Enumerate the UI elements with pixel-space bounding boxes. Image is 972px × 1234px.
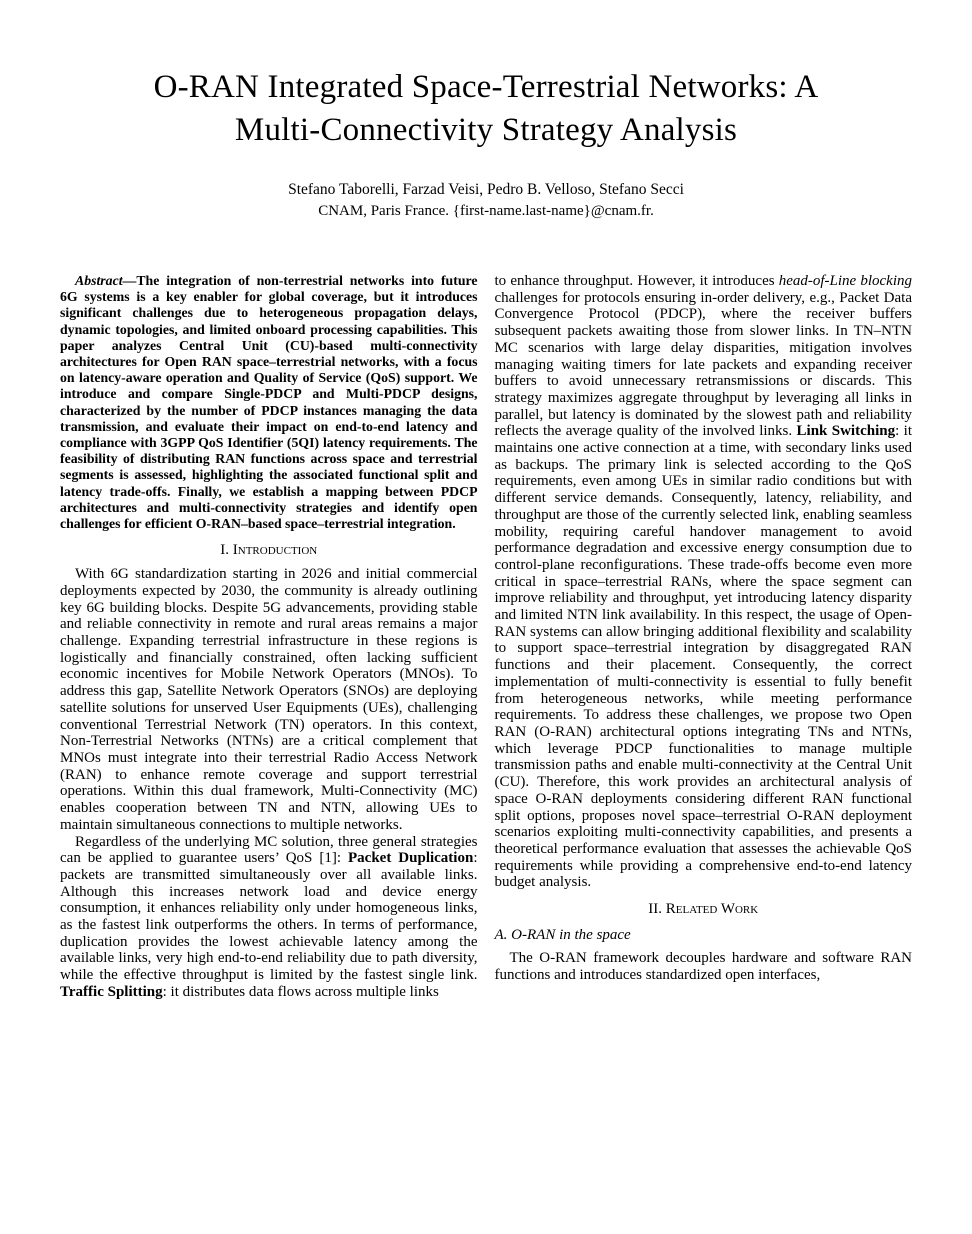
text-run: : it maintains one active connection at a time, with secondary links used as backups. The primary link is selected according to the QoS requirements, even among UEs in similar radio conditions but with different service demands. Consequently, latency, reliability, and throughput are those of the currently selected link, enabling seamless mobility, requiring careful handover management to avoid performance degradation and excessive energy consumption due to control-plane reconfigurations. These trade-offs become even more critical in space–terrestrial RANs, where the space segment can improve reliability and throughput, yet introducing latency disparity and limited NTN link availability. In this respect, the usage of Open-RAN systems can allow bringing additional flexibility and scalability to support space–terrestrial integration by disaggregated RAN functions and their placement. Consequently, the correct implementation of multi-connectivity is essential to fully benefit from heterogeneous networks, while meeting performance requirements. To address these challenges, we propose two Open RAN (O-RAN) architectural options integrating TNs and NTNs, which leverage PDCP functionalities to manage multiple transmission paths and enable multi-connectivity at the Central Unit (CU). Therefore, this work provides an architectural analysis of space O-RAN deployments considering different RAN functional split options, proposes novel space–terrestrial O-RAN deployment scenarios exploiting multi-connectivity capabilities, and presents a theoretical performance evaluation that assesses the achievable QoS requirements while providing a comprehensive end-to-end latency budget analysis. — [494, 423, 912, 891]
text-run: Link Switching — [796, 423, 896, 440]
paper-authors: Stefano Taborelli, Farzad Veisi, Pedro B. Velloso, Stefano Secci — [288, 181, 684, 198]
text-run: The O-RAN framework decouples hardware and software RAN functions and introduces standardized open interfaces, — [494, 950, 912, 983]
text-run: —The integration of non-terrestrial networks into future 6G systems is a key enabler for global coverage, but it introduces significant challenges due to heterogeneous propagation delays, dynamic topologies, and limited onboard processing capabilities. This paper analyzes Central Unit (CU)-based multi-connectivity architectures for Open RAN space–terrestrial networks, with a focus on latency-aware operation and Quality of Service (QoS) support. We introduce and compare Single-PDCP and Multi-PDCP designs, characterized by the number of PDCP instances managing the data transmission, and evaluate their impact on end-to-end latency and compliance with 3GPP QoS Identifier (5QI) latency requirements. The feasibility of distributing RAN functions across space and terrestrial segments is assessed, highlighting the associated functional split and latency trade-offs. Finally, we establish a mapping between PDCP architectures and multi-connectivity strategies and identify open challenges for efficient O-RAN–based space–terrestrial integration. — [60, 273, 478, 532]
intro-paragraph-2 — [60, 834, 478, 1001]
right-column — [495, 273, 913, 1001]
intro-paragraph-1 — [60, 566, 478, 833]
paper-title-line-1: O-RAN Integrated Space-Terrestrial Networks: A — [153, 69, 819, 105]
related-work-paragraph-1 — [495, 950, 913, 983]
text-run: head-of-Line blocking — [778, 273, 912, 289]
subsection-heading-oran-in-the-space: A. O-RAN in the space — [494, 927, 631, 944]
paper-header — [0, 0, 972, 221]
intro-paragraph-2-continued — [495, 273, 913, 891]
text-run: : it distributes data flows across multiple links — [162, 983, 439, 1000]
section-heading-related-work: II. Related Work — [648, 901, 759, 918]
paper-affiliation: CNAM, Paris France. {first-name.last-name}@cnam.fr. — [318, 203, 654, 219]
text-run: Abstract — [75, 273, 123, 288]
abstract — [60, 273, 478, 532]
text-run: With 6G standardization starting in 2026 and initial commercial deployments expected by 2030, the community is already outlining key 6G building blocks. Despite 5G advancements, providing stable and reliable connectivity in remote and rural areas remains a major challenge. Expanding terrestrial infrastructure in these regions is logistically and financially constrained, often lacking sufficient economic incentives for Mobile Network Operators (MNOs). To address this gap, Satellite Network Operators (SNOs) are deploying satellite solutions for unserved User Equipments (UEs), challenging conventional Terrestrial Network (TN) operators. In this context, Non-Terrestrial Networks (NTNs) are a critical complement that MNOs must integrate into their terrestrial Radio Access Network (RAN) to enhance remote coverage and support terrestrial operations. Within this dual framework, Multi-Connectivity (MC) enables cooperation between TN and NTN, allowing UEs to maintain simultaneous connections to multiple networks. — [60, 566, 478, 833]
two-column-body — [60, 273, 912, 1001]
text-run: Traffic Splitting — [60, 983, 163, 1000]
left-column — [60, 273, 478, 1001]
text-run: : packets are transmitted simultaneously over all available links. Although this increases network load and device energy consumption, it enhances reliability only under homogeneous links, as the fastest link outperforms the others. In terms of performance, duplication provides the lowest achievable latency among the available links, very high end-to-end reliability due to path diversity, while the effective throughput is limited by the fastest single link. — [60, 850, 478, 984]
paper-title-line-2: Multi-Connectivity Strategy Analysis — [234, 112, 738, 148]
text-run: Packet Duplication — [348, 850, 474, 867]
text-run: to enhance throughput. However, it introduces — [494, 273, 779, 289]
text-run: challenges for protocols ensuring in-order delivery, e.g., Packet Data Convergence Protocol (PDCP), where the receiver buffers subsequent packets awaiting those from slower links. In TN–NTN MC scenarios with large delay disparities, mitigation involves managing waiting timers for late packets and expanding receiver buffers to avoid unnecessary retransmissions or discards. This strategy maximizes aggregate throughput by leveraging all links in parallel, but latency is dominated by the slowest path and reliability reflects the average quality of the involved links. — [494, 289, 912, 440]
text-run: Regardless of the underlying MC solution, three general strategies can be applied to guarantee users’ QoS [1]: — [60, 833, 478, 867]
section-heading-introduction: I. Introduction — [220, 542, 318, 559]
